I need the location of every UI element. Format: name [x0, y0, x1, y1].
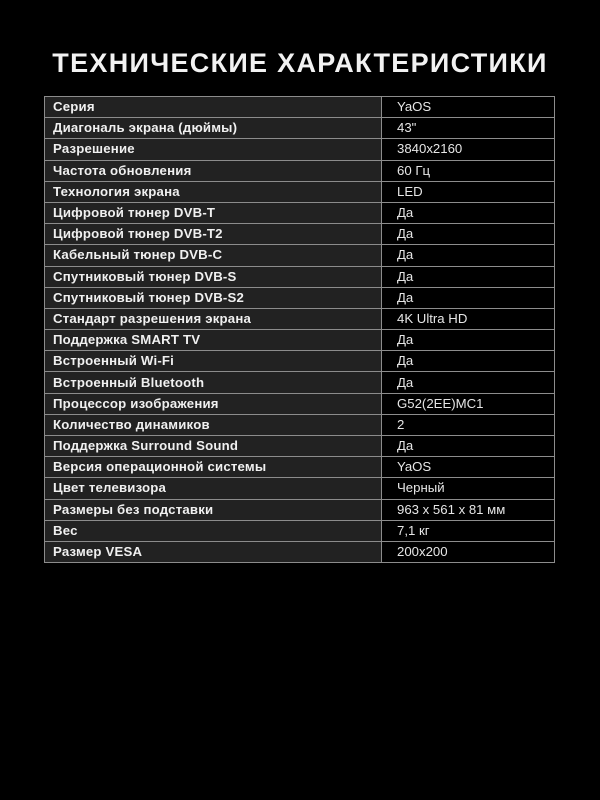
table-row: [45, 160, 555, 181]
spec-value: 3840x2160: [382, 139, 555, 160]
spec-label: Цифровой тюнер DVB-T: [45, 202, 382, 223]
page-title: ТЕХНИЧЕСКИЕ ХАРАКТЕРИСТИКИ: [52, 48, 548, 78]
table-row: [45, 414, 555, 435]
spec-label: Диагональ экрана (дюймы): [45, 118, 382, 139]
table-row: [45, 330, 555, 351]
spec-label: Поддержка SMART TV: [45, 330, 382, 351]
spec-value: 4K Ultra HD: [382, 308, 555, 329]
spec-label: Размер VESA: [45, 541, 382, 562]
table-row: [45, 224, 555, 245]
table-row: [45, 287, 555, 308]
spec-label: Количество динамиков: [45, 414, 382, 435]
table-row: [45, 393, 555, 414]
table-row: [45, 97, 555, 118]
spec-label: Размеры без подставки: [45, 499, 382, 520]
spec-value: Да: [382, 224, 555, 245]
spec-value: 963 x 561 x 81 мм: [382, 499, 555, 520]
spec-value: Да: [382, 351, 555, 372]
spec-label: Встроенный Bluetooth: [45, 372, 382, 393]
spec-label: Процессор изображения: [45, 393, 382, 414]
spec-value: 43": [382, 118, 555, 139]
table-row: [45, 372, 555, 393]
spec-value: G52(2EE)MC1: [382, 393, 555, 414]
spec-label: Частота обновления: [45, 160, 382, 181]
table-row: [45, 139, 555, 160]
spec-label: Цифровой тюнер DVB-T2: [45, 224, 382, 245]
spec-value: YaOS: [382, 97, 555, 118]
table-row: [45, 202, 555, 223]
table-row: [45, 541, 555, 562]
specifications-table: [44, 96, 555, 563]
spec-value: YaOS: [382, 457, 555, 478]
table-row: [45, 118, 555, 139]
spec-value: Да: [382, 266, 555, 287]
spec-value: Да: [382, 330, 555, 351]
table-row: [45, 478, 555, 499]
table-row: [45, 457, 555, 478]
spec-label: Спутниковый тюнер DVB-S2: [45, 287, 382, 308]
spec-value: Да: [382, 245, 555, 266]
spec-label: Встроенный Wi-Fi: [45, 351, 382, 372]
spec-value: Да: [382, 372, 555, 393]
spec-value: Да: [382, 287, 555, 308]
table-row: [45, 520, 555, 541]
spec-label: Вес: [45, 520, 382, 541]
spec-value: 7,1 кг: [382, 520, 555, 541]
table-row: [45, 266, 555, 287]
table-row: [45, 181, 555, 202]
spec-value: LED: [382, 181, 555, 202]
spec-label: Технология экрана: [45, 181, 382, 202]
spec-label: Кабельный тюнер DVB-C: [45, 245, 382, 266]
table-row: [45, 245, 555, 266]
spec-label: Стандарт разрешения экрана: [45, 308, 382, 329]
spec-value: Черный: [382, 478, 555, 499]
spec-value: 60 Гц: [382, 160, 555, 181]
spec-value: 200x200: [382, 541, 555, 562]
table-row: [45, 499, 555, 520]
spec-label: Цвет телевизора: [45, 478, 382, 499]
table-row: [45, 308, 555, 329]
spec-label: Разрешение: [45, 139, 382, 160]
spec-value: Да: [382, 202, 555, 223]
spec-label: Версия операционной системы: [45, 457, 382, 478]
spec-value: 2: [382, 414, 555, 435]
table-row: [45, 351, 555, 372]
spec-label: Спутниковый тюнер DVB-S: [45, 266, 382, 287]
spec-label: Серия: [45, 97, 382, 118]
spec-label: Поддержка Surround Sound: [45, 436, 382, 457]
table-row: [45, 436, 555, 457]
spec-value: Да: [382, 436, 555, 457]
